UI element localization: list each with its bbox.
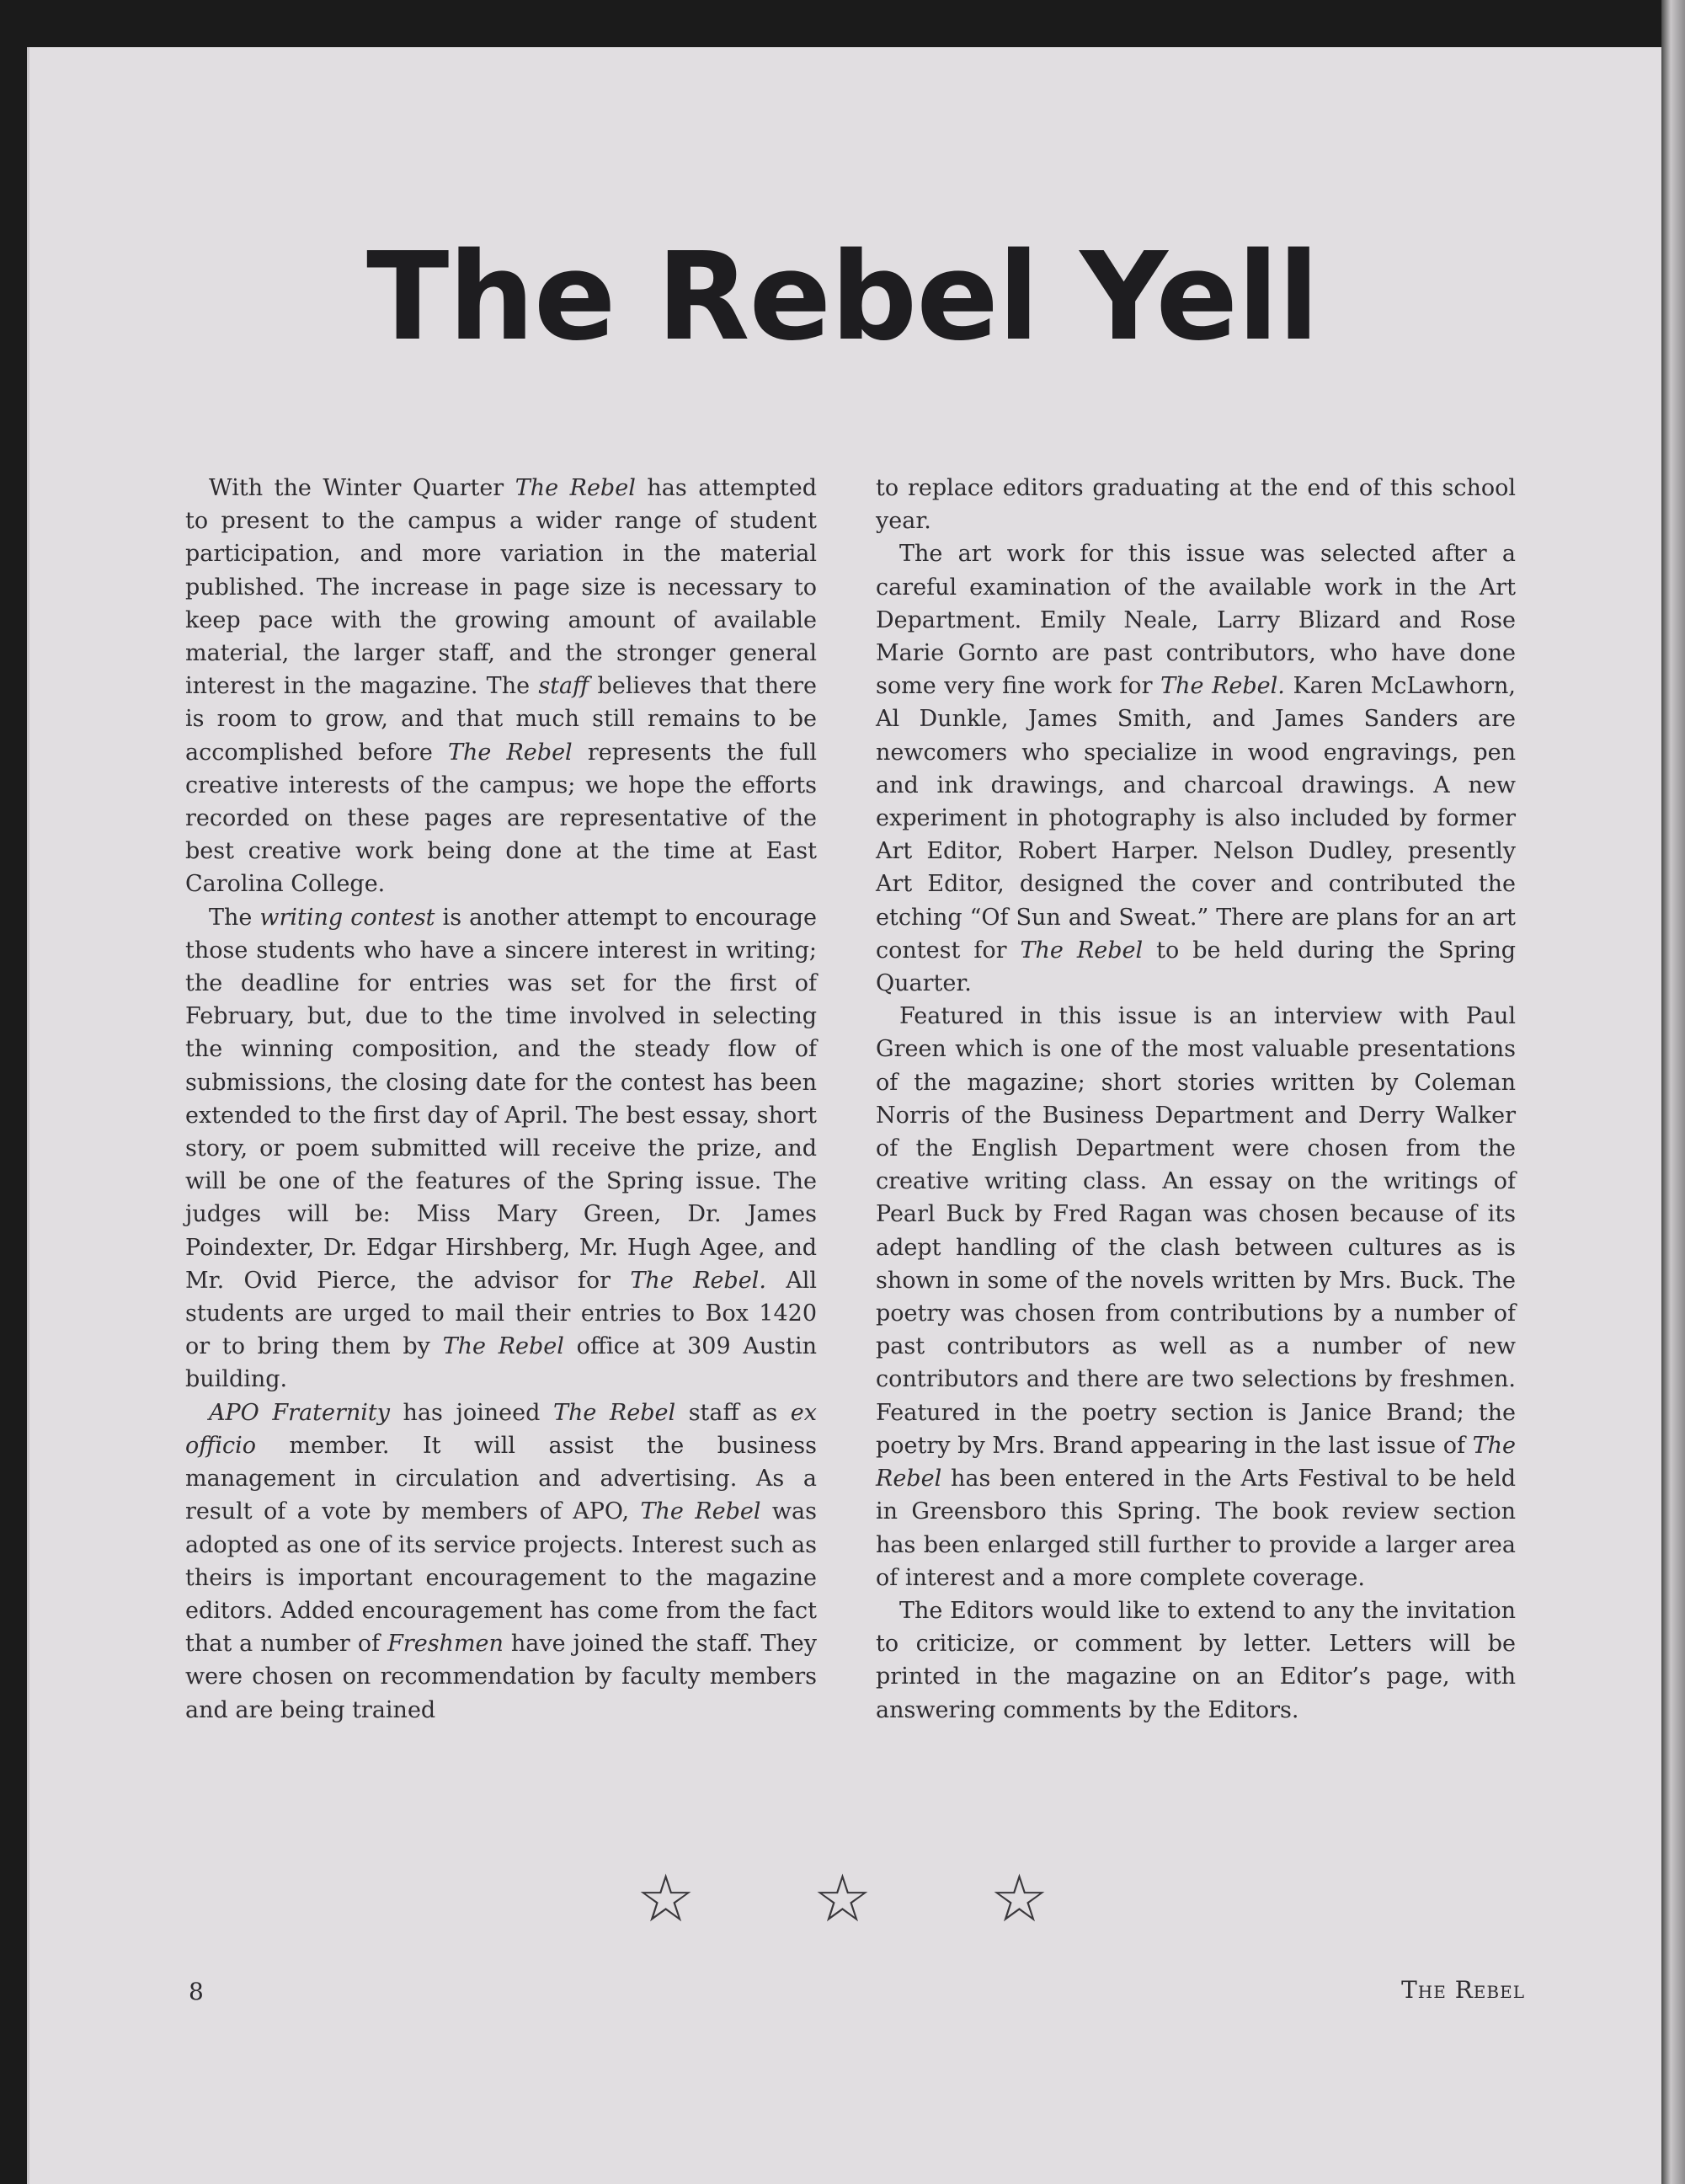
paragraph: APO Fraternity has joineed The Rebel staff as ex officio member. It will assist the business management in circulation and advertising. As a result of a vote by members of APO, The Rebel was adopted as one of its service projects. Interest such as theirs is important encouragement to the magazine editors. Added encouragement has come from the fact that a number of Freshmen have joined the staff. They were chosen on recommendation by faculty members and are being trained <box>185 1399 818 1723</box>
paragraph: Featured in this issue is an interview with Paul Green which is one of the most valuable presentations of the magazine; short stories written by Coleman Norris of the Business Department and Derry Walker of the English Department were chosen from the creative writing class. An essay on the writings of Pearl Buck by Fred Ragan was chosen because of its adept handling of the clash between cultures as is shown in some of the novels written by Mrs. Buck. The poetry was chosen from contributions by a number of past contributors as well as a number of new contributors and there are two selections by freshmen. Featured in the poetry section is Janice Brand; the poetry by Mrs. Brand appearing in the last issue of The Rebel has been entered in the Arts Festival to be held in Greensboro this Spring. The book review section has been enlarged still further to provide a larger area of interest and a more complete coverage. <box>876 1003 1516 1591</box>
page-title: The Rebel Yell <box>366 226 1319 367</box>
star-icon: ☆ <box>636 1861 696 1937</box>
star-ornament <box>0 1861 1685 1937</box>
paragraph: The writing contest is another attempt to encourage those students who have a sincere interest in writing; the deadline for entries was set for the first of February, but, due to the time involved in selecting the winning composition, and the steady flow of submissions, the closing date for the contest has been extended to the first day of April. The best essay, short story, or poem submitted will receive the prize, and will be one of the features of the Spring issue. The judges will be: Miss Mary Green, Dr. James Poindexter, Dr. Edgar Hirshberg, Mr. Hugh Agee, and Mr. Ovid Pierce, the advisor for The Rebel. All students are urged to mail their entries to Box 1420 or to bring them by The Rebel office at 309 Austin building. <box>185 904 817 1393</box>
left-column <box>185 472 817 1727</box>
running-head: The Rebel <box>1401 1976 1525 2004</box>
paragraph: With the Winter Quarter The Rebel has attempted to present to the campus a wider range of student participation, and more variation in the material published. The increase in page size is necessary to keep pace with the growing amount of available material, the larger staff, and the stronger general interest in the magazine. The staff believes that there is room to grow, and that much still remains to be accomplished before The Rebel represents the full creative interests of the campus; we hope the efforts recorded on these pages are representative of the best creative work being done at the time at East Carolina College. <box>185 475 817 898</box>
page-number: 8 <box>189 1978 204 2005</box>
star-icon: ☆ <box>813 1861 872 1937</box>
star-icon: ☆ <box>989 1861 1049 1937</box>
right-column <box>876 472 1516 1727</box>
paragraph: to replace editors graduating at the end of this school year. <box>876 475 1516 535</box>
paragraph: The art work for this issue was selected after a careful examination of the available work in the Art Department. Emily Neale, Larry Blizard and Rose Marie Gornto are past contributors, who have done some very fine work for The Rebel. Karen McLawhorn, Al Dunkle, James Smith, and James Sanders are newcomers who specialize in wood engravings, pen and ink drawings, and charcoal drawings. A new experiment in photography is also included by former Art Editor, Robert Harper. Nelson Dudley, presently Art Editor, designed the cover and contributed the etching “Of Sun and Sweat.” There are plans for an art contest for The Rebel to be held during the Spring Quarter. <box>876 541 1516 997</box>
paragraph: The Editors would like to extend to any the invitation to criticize, or comment by letter. Letters will be printed in the magazine on an Editor’s page, with answering comments by the Editors. <box>876 1597 1516 1723</box>
